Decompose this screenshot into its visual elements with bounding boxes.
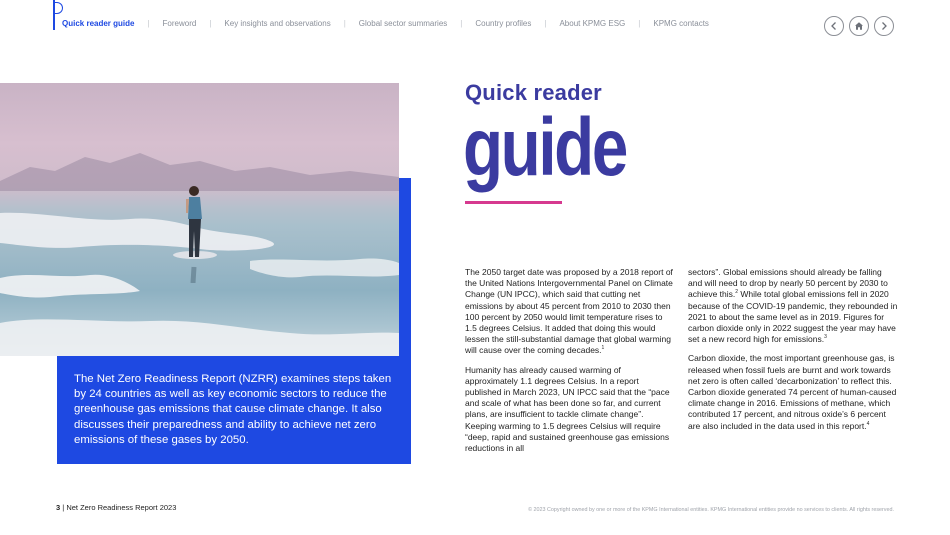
nav-separator: | <box>343 19 346 28</box>
body-paragraph <box>688 267 898 345</box>
body-paragraph <box>688 353 898 431</box>
footer-page-label <box>56 503 176 512</box>
top-navigation <box>62 19 722 28</box>
nav-item-about-kpmg-esg[interactable]: About KPMG ESG <box>559 19 626 28</box>
nav-marker-loop <box>53 2 63 14</box>
paragraph-text: sectors”. Global emissions should already be falling and will need to drop by nearly 50 percent by 2030 to achieve this. <box>688 267 888 300</box>
page-number: 3 <box>56 503 61 512</box>
hero-photo-salt-flat <box>0 83 399 356</box>
nav-item-kpmg-contacts[interactable]: KPMG contacts <box>653 19 709 28</box>
body-paragraph: Humanity has already caused warming of approximately 1.1 degrees Celsius. In a report published in March 2023, UN IPCC said that the “pace and scale of what has been done so far, and current plans, are insufficient to tackle climate change”. Keeping warming to 1.5 degrees Celsius will require “deep, rapid and sustained greenhouse gas emissions reductions in all <box>465 364 670 454</box>
footnote-ref: 1 <box>601 345 605 352</box>
body-paragraph <box>465 267 675 357</box>
nav-item-foreword[interactable]: Foreword <box>162 19 197 28</box>
summary-callout <box>57 356 411 464</box>
nav-separator: | <box>209 19 212 28</box>
nav-separator: | <box>147 19 150 28</box>
footnote-ref: 3 <box>824 334 827 341</box>
home-icon <box>854 21 864 31</box>
home-button[interactable] <box>849 16 869 36</box>
page-title-line1: Quick reader <box>465 80 602 105</box>
person-figure <box>180 183 210 283</box>
footnote-ref: 2 <box>735 289 739 296</box>
nav-item-country-profiles[interactable]: Country profiles <box>475 19 532 28</box>
page-title-line2: guide <box>463 102 626 193</box>
nav-item-key-insights[interactable]: Key insights and observations <box>224 19 331 28</box>
nav-separator: | <box>638 19 641 28</box>
report-name: Net Zero Readiness Report 2023 <box>66 503 177 512</box>
body-column-left <box>465 267 675 462</box>
nav-separator: | <box>460 19 463 28</box>
page-navigation-buttons <box>824 16 894 36</box>
summary-text: The Net Zero Readiness Report (NZRR) examines steps taken by 24 countries as well as key economic sectors to reduce the greenhouse gas emissions that cause climate change. It also discusses their preparedness and ability to achieve net zero emissions of these gases by 2050. <box>74 373 392 446</box>
chevron-right-icon <box>879 21 889 31</box>
copyright-notice: © 2023 Copyright owned by one or more of the KPMG International entities. KPMG International entities provide no services to clients. All rights reserved. <box>528 507 894 513</box>
previous-page-button[interactable] <box>824 16 844 36</box>
title-underline <box>465 201 562 204</box>
paragraph-text: The 2050 target date was proposed by a 2018 report of the United Nations Intergovernmental Panel on Climate Change (UN IPCC), which said that cutting net emissions by about 45 percent from 2010 to 2030 then 100 percent by 2050 would limit temperature rises to 1.5 degrees Celsius. It added that doing this would lessen the still-substantial damage that global warming will cause over the coming decades. <box>465 267 673 356</box>
nav-separator: | <box>544 19 547 28</box>
paragraph-text: While total global emissions fell in 2020 because of the COVID-19 pandemic, they rebounded in 2021 to about the same level as in 2019. Figures for carbon dioxide only in 2022 suggest the year may have set a new record high for emissions. <box>688 289 898 345</box>
nav-item-quick-reader-guide[interactable]: Quick reader guide <box>62 19 135 28</box>
nav-item-global-sector-summaries[interactable]: Global sector summaries <box>358 19 448 28</box>
chevron-left-icon <box>829 21 839 31</box>
body-column-right <box>688 267 898 440</box>
paragraph-text: Carbon dioxide, the most important greenhouse gas, is released when fossil fuels are burnt and work towards net zero is often called ‘decarbonization’ to reflect this. Carbon dioxide generated 74 percent of human-caused climate change in 2016. Emissions of methane, which contributed 17 percent, and nitrous oxide’s 6 percent are also included in the data used in this report. <box>688 353 897 431</box>
footer-separator: | <box>62 503 65 512</box>
footnote-ref: 4 <box>866 420 870 427</box>
next-page-button[interactable] <box>874 16 894 36</box>
